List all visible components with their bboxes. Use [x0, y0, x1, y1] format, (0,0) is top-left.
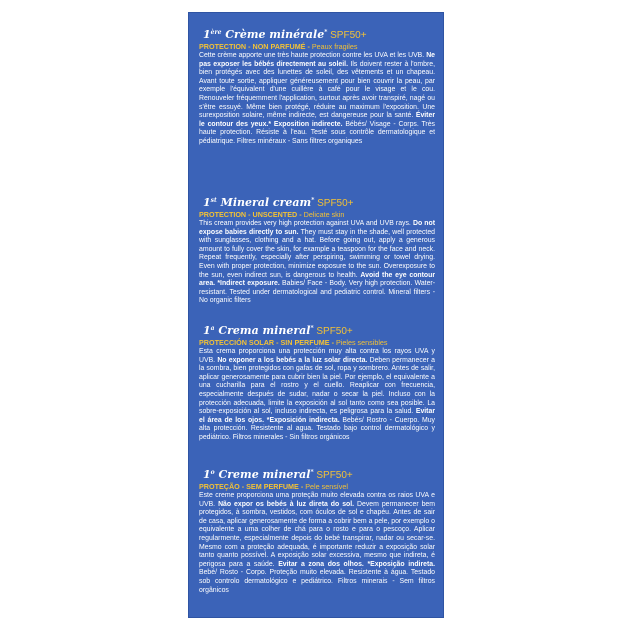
section-french	[199, 26, 435, 147]
label-panel	[188, 12, 444, 618]
section-title: 1st Mineral cream* SPF50+	[203, 196, 354, 209]
section-body: Cette crème apporte une très haute protection contre les UVA et les UVB. Ne pas exposer les bébés directement au soleil. Ils doivent rester à l'ombre, bien protégés avec des lunettes de soleil, des vêtements et un chapeau. Avant toute sortie, appliquer généreusement pour bien couvrir la peau, par exemple l'équivalent d'une cuillère à café pour le visage et le cou. Renouveler fréquemment l'application, surtout après avoir transpiré, nagé ou s'être essuyé. Même bien protégé, réduire au maximum l'exposition. Une surexposition solaire, même indirecte, est dangereuse pour la santé. Éviter le contour des yeux.* Exposition indirecte. Bébés/ Visage - Corps. Très haute protection. Résiste à l'eau. Testé sous contrôle dermatologique et pédiatrique. Filtres minéraux - Sans filtres organiques	[199, 52, 435, 145]
section-title: 1$^a$ Crema mineral* SPF50+	[203, 324, 353, 337]
spf-label: SPF50+	[314, 198, 354, 209]
section-spanish	[199, 322, 435, 443]
section-english	[199, 194, 435, 306]
spf-label: SPF50+	[313, 326, 353, 337]
section-subtitle: PROTECTION - NON PARFUMÉ - Peaux fragiles	[199, 42, 358, 51]
section-body: This cream provides very high protection against UVA and UVB rays. Do not expose babies directly to sun. They must stay in the shade, well protected with sunglasses, clothing and a hat. Before going out, apply a generous amount to fully cover the skin, for example a teaspoon for the face and neck. Repeat frequently, especially after perspiring, swimming or towel drying. Even with proper protection, minimize exposure to the sun. Overexposure to the sun, even indirect sun, is dangerous to health. Avoid the eye contour area. *Indirect exposure. Babies/ Face - Body. Very high protection. Water-resistant. Tested under dermatological and pediatric control. Mineral filters - No organic filters	[199, 220, 436, 305]
section-subtitle: PROTECTION - UNSCENTED - Delicate skin	[199, 210, 345, 219]
spf-label: SPF50+	[313, 470, 353, 481]
section-title: 1ère Crème minérale* SPF50+	[203, 28, 367, 41]
section-subtitle: PROTEÇÃO - SEM PERFUME - Pele sensível	[199, 482, 348, 491]
spf-label: SPF50+	[327, 30, 367, 41]
section-body: Esta crema proporciona una protección muy alta contra los rayos UVA y UVB. No exponer a los bebés a la luz solar directa. Deben permanecer a la sombra, bien protegidos con gafas de sol, ropa y sombrero. Antes de salir, aplicar generosamente para cubrir bien la piel. Por ejemplo, el equivalente a una cucharilla para el rostro y el cuello. Reaplicar con frecuencia, especialmente después de sudar, nadar o secar la piel. Incluso con la protección adecuada, limite la exposición al sol tanto como sea posible. La sobre-exposición al sol, incluso indirecta, es peligrosa para la salud. Evitar el área de los ojos. *Exposición indirecta. Bebés/ Rostro - Cuerpo. Muy alta protección. Resistente al agua. Testado bajo control dermatológico y pediátrico. Filtros minerales - Sin filtros orgánicos	[199, 348, 435, 441]
section-title: 1$^o$ Creme mineral* SPF50+	[203, 468, 353, 481]
section-subtitle: PROTECCIÓN SOLAR - SIN PERFUME - Pieles sensibles	[199, 338, 388, 347]
section-body: Este creme proporciona uma proteção muito elevada contra os raios UVA e UVB. Não expor os bebés à luz direta do sol. Devem permanecer bem protegidos, à sombra, vestidos, com óculos de sol e chapéu. Antes de sair de casa, aplicar generosamente de forma a cobrir bem a pele, por exemplo o equivalente a uma colher de chá para o rosto e para o pescoço. Aplicar regularmente, especialmente depois do bebé transpirar, nadar ou secar-se. Mesmo com a proteção adequada, é importante reduzir a exposição solar tanto quanto possível. A exposição solar excessiva, mesmo que indireta, é perigosa para a saúde. Evitar a zona dos olhos. *Exposição indireta. Bebé/ Rosto - Corpo. Proteção muito elevada. Resistente à água. Testado sob controlo dermatológico e pediátrico. Filtros minerais - Sem filtros orgânicos	[199, 492, 436, 594]
section-portuguese	[199, 466, 435, 595]
